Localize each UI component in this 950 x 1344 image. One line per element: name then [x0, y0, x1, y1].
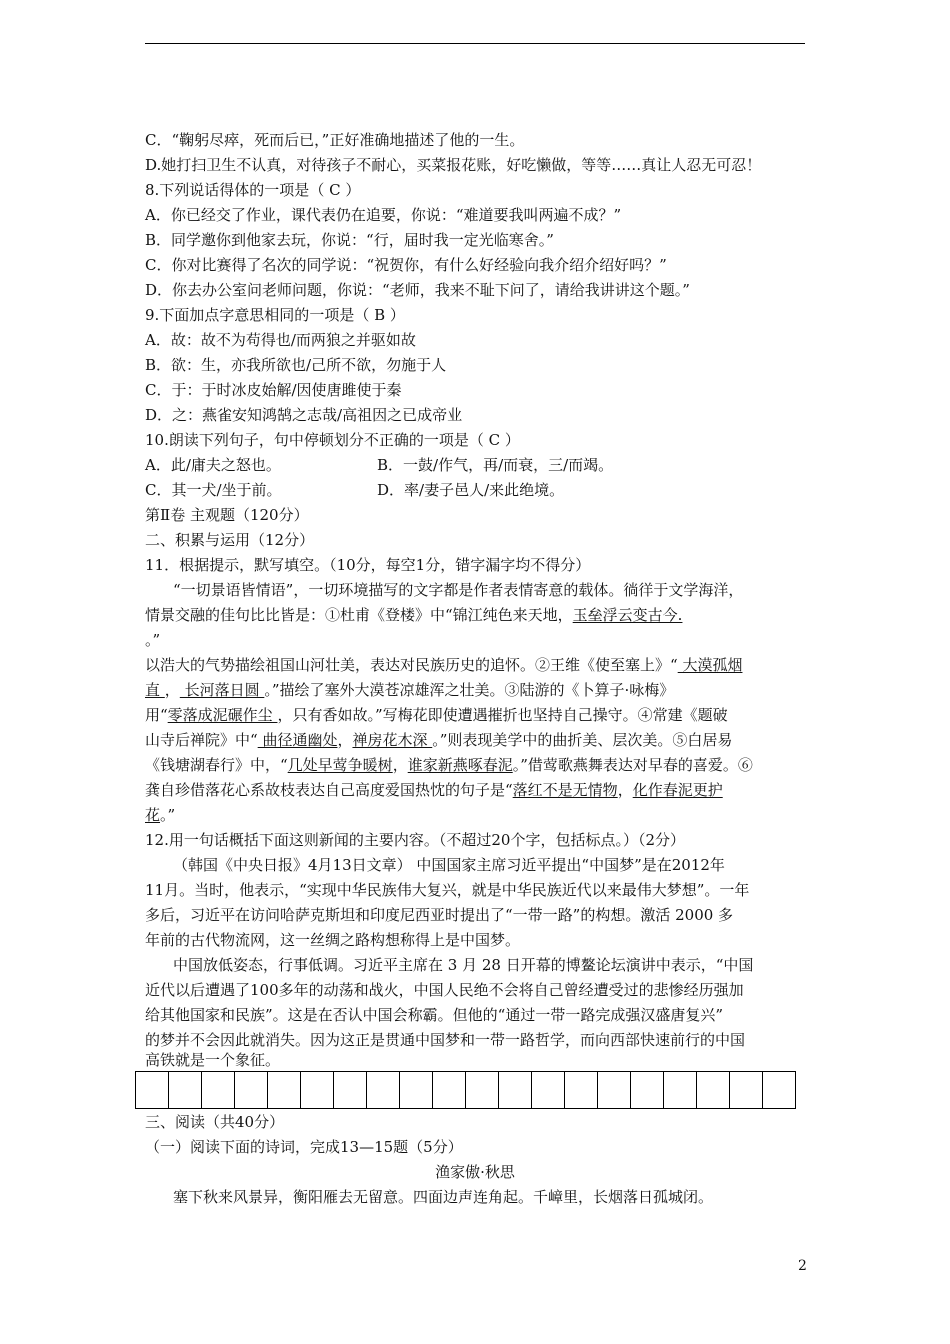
- answer-cell[interactable]: [730, 1072, 763, 1108]
- answer-cell[interactable]: [400, 1072, 433, 1108]
- answer-blank: 几处早莺争暖树: [287, 756, 393, 774]
- q10-option-a: A．此/庸夫之怒也。: [145, 456, 281, 474]
- answer-cell[interactable]: [664, 1072, 697, 1108]
- reading-subsection: （一）阅读下面的诗词，完成13—15题（5分）: [145, 1138, 463, 1156]
- answer-cell[interactable]: [268, 1072, 301, 1108]
- q10-option-c: C．其一犬/坐于前。: [145, 481, 282, 499]
- q10-option-d: D．率/妻子邑人/来此绝境。: [377, 481, 565, 499]
- q11-paragraph-line: 情景交融的佳句比比皆是：①杜甫《登楼》中“锦江纯色来天地，玉垒浮云变古今.: [145, 606, 683, 624]
- answer-cell[interactable]: [763, 1072, 796, 1108]
- q9-option-a: A．故：故不为苟得也/而两狼之并驱如故: [145, 331, 416, 349]
- news-line: 年前的古代物流网，这一丝绸之路构想称得上是中国梦。: [145, 931, 521, 949]
- answer-blank: 落红不是无情物: [512, 781, 618, 799]
- answer-cell[interactable]: [235, 1072, 268, 1108]
- answer-cell[interactable]: [202, 1072, 235, 1108]
- q11-paragraph-line: 直 ， 长河落日圆 。”描绘了塞外大漠苍凉雄浑之壮美。③陆游的《卜算子·咏梅》: [145, 681, 675, 699]
- answer-cell[interactable]: [565, 1072, 598, 1108]
- answer-blank: 花: [145, 806, 161, 824]
- q9-option-b: B．欲：生，亦我所欲也/己所不欲，勿施于人: [145, 356, 447, 374]
- answer-cell[interactable]: [697, 1072, 730, 1108]
- q11-paragraph-line: 用“零落成泥碾作尘 ，只有香如故。”写梅花即使遭遇摧折也坚持自己操守。④常建《题破: [145, 706, 728, 724]
- q8-stem: 8.下列说话得体的一项是（ C ）: [145, 181, 361, 199]
- news-line: 高铁就是一个象征。: [145, 1051, 281, 1069]
- answer-cell[interactable]: [301, 1072, 334, 1108]
- answer-blank: 大漠孤烟: [677, 656, 743, 674]
- answer-blank: 长河落日圆: [179, 681, 265, 699]
- answer-cell[interactable]: [367, 1072, 400, 1108]
- answer-cell[interactable]: [631, 1072, 664, 1108]
- q11-paragraph-line: 花。”: [145, 806, 176, 824]
- q8-option-a: A．你已经交了作业，课代表仍在追要，你说：“难道要我叫两遍不成？”: [145, 206, 622, 224]
- answer-blank: 禅房花木深: [352, 731, 433, 749]
- q12-stem: 12.用一句话概括下面这则新闻的主要内容。（不超过20个字，包括标点。）（2分）: [145, 831, 685, 849]
- q11-paragraph-line: 以浩大的气势描绘祖国山河壮美，表达对民族历史的追怀。②王维《使至塞上》“ 大漠孤烟: [145, 656, 743, 674]
- q11-paragraph-line: 山寺后禅院》中“ 曲径通幽处，禅房花木深 。”则表现美学中的曲折美、层次美。⑤白居易: [145, 731, 733, 749]
- q11-stem: 11．根据提示，默写填空。（10分，每空1分，错字漏字均不得分）: [145, 556, 591, 574]
- header-rule: [145, 43, 805, 44]
- q11-paragraph-line: 《钱塘湖春行》中，“几处早莺争暖树，谁家新燕啄春泥。”借莺歌燕舞表达对早春的喜爱。⑥: [145, 756, 753, 774]
- answer-blank: 化作春泥更护: [632, 781, 723, 799]
- answer-cell[interactable]: [466, 1072, 499, 1108]
- answer-cell[interactable]: [433, 1072, 466, 1108]
- answer-blank: 直: [145, 681, 165, 699]
- q7-option-c: C．“鞠躬尽瘁，死而后已，”正好准确地描述了他的一生。: [145, 131, 525, 149]
- news-line: 的梦并不会因此就消失。因为这正是贯通中国梦和一带一路哲学，而向西部快速前行的中国: [145, 1031, 746, 1049]
- news-line: 给其他国家和民族”。这是在否认中国会称霸。但他的“通过一带一路完成强汉盛唐复兴”: [145, 1006, 724, 1024]
- answer-cell[interactable]: [334, 1072, 367, 1108]
- answer-cell[interactable]: [532, 1072, 565, 1108]
- news-line: 中国放低姿态，行事低调。习近平主席在 3 月 28 日开幕的博鳌论坛演讲中表示，“中国: [173, 956, 754, 974]
- q8-option-c: C．你对比赛得了名次的同学说：“祝贺你，有什么好经验向我介绍介绍好吗？”: [145, 256, 667, 274]
- poem-line: 塞下秋来风景异，衡阳雁去无留意。四面边声连角起。千嶂里，长烟落日孤城闭。: [173, 1188, 714, 1206]
- q10-option-b: B．一鼓/作气，再/而衰，三/而竭。: [377, 456, 614, 474]
- q9-option-c: C．于：于时冰皮始解/因使唐雎使于秦: [145, 381, 402, 399]
- q7-option-d: D.她打扫卫生不认真，对待孩子不耐心，买菜报花账，好吃懒做，等等……真让人忍无可忍！: [145, 156, 762, 174]
- news-line: 近代以后遭遇了100多年的动荡和战火，中国人民绝不会将自己曾经遭受过的悲惨经历强加: [145, 981, 744, 999]
- answer-blank: 零落成泥碾作尘: [167, 706, 278, 724]
- answer-cell[interactable]: [598, 1072, 631, 1108]
- q11-paragraph-line: 。”: [145, 631, 161, 649]
- news-line: （韩国《中央日报》4月13日文章） 中国国家主席习近平提出“中国梦”是在2012年: [173, 856, 725, 874]
- q9-option-d: D．之：燕雀安知鸿鹄之志哉/高祖因之已成帝业: [145, 406, 463, 424]
- answer-cell[interactable]: [169, 1072, 202, 1108]
- answer-grid[interactable]: [135, 1071, 796, 1109]
- news-line: 多后，习近平在访问哈萨克斯坦和印度尼西亚时提出了“一带一路”的构想。激活 2000 多: [145, 906, 734, 924]
- answer-blank: 玉垒浮云变古今.: [572, 606, 683, 624]
- part2-title: 第Ⅱ卷 主观题（120分）: [145, 506, 309, 524]
- q11-paragraph-line: “一切景语皆情语”，一切环境描写的文字都是作者表情寄意的载体。徜徉于文学海洋，: [173, 581, 744, 599]
- q10-stem: 10.朗读下列句子，句中停顿划分不正确的一项是（ C ）: [145, 431, 520, 449]
- page-number: 2: [798, 1258, 807, 1274]
- q8-option-d: D．你去办公室问老师问题，你说：“老师，我来不耻下问了，请给我讲讲这个题。”: [145, 281, 690, 299]
- q11-paragraph-line: 龚自珍借落花心系故枝表达自己高度爱国热忱的句子是“落红不是无情物，化作春泥更护: [145, 781, 723, 799]
- answer-blank: 谁家新燕啄春泥: [407, 756, 513, 774]
- answer-cell[interactable]: [499, 1072, 532, 1108]
- news-line: 11月。当时，他表示，“实现中华民族伟大复兴，就是中华民族近代以来最伟大梦想”。一年: [145, 881, 750, 899]
- answer-cell[interactable]: [136, 1072, 169, 1108]
- section-heading-3: 三、阅读（共40分）: [145, 1113, 285, 1131]
- section-heading-2: 二、积累与运用（12分）: [145, 531, 315, 549]
- q8-option-b: B．同学邀你到他家去玩，你说：“行，届时我一定光临寒舍。”: [145, 231, 554, 249]
- q9-stem: 9.下面加点字意思相同的一项是（ B ）: [145, 306, 405, 324]
- answer-blank: 曲径通幽处: [257, 731, 338, 749]
- poem-title: 渔家傲·秋思: [435, 1163, 515, 1181]
